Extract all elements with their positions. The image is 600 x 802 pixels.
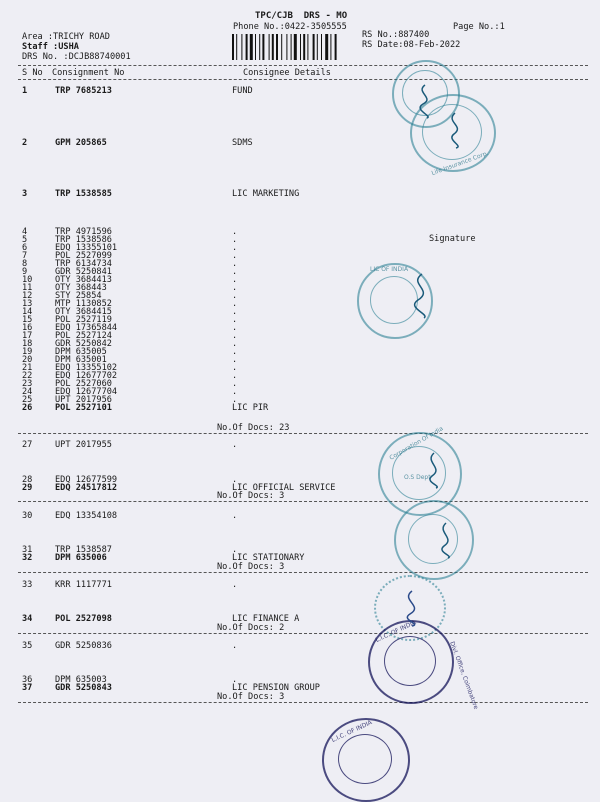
row-consignee: . bbox=[232, 641, 238, 651]
row-sno: 19 bbox=[22, 347, 33, 357]
docs-total: No.Of Docs: 3 bbox=[217, 692, 285, 702]
signature-scribble bbox=[418, 450, 448, 490]
barcode-bar bbox=[259, 34, 260, 60]
phone-number: Phone No.:0422-3505555 bbox=[233, 22, 347, 32]
group-divider bbox=[18, 702, 588, 703]
barcode-bar bbox=[286, 34, 287, 60]
signature-scribble bbox=[405, 80, 445, 120]
row-consignee: LIC PENSION GROUP bbox=[232, 683, 320, 693]
docs-total: No.Of Docs: 23 bbox=[217, 423, 290, 433]
row-consignee: . bbox=[232, 299, 238, 309]
row-consignee: . bbox=[232, 243, 238, 253]
group-divider bbox=[18, 633, 588, 634]
row-sno: 37 bbox=[22, 683, 33, 693]
row-consignee: . bbox=[232, 475, 238, 485]
signature-scribble bbox=[440, 110, 470, 150]
barcode-bar bbox=[276, 34, 278, 60]
row-consignment: DPM 635003 bbox=[55, 675, 107, 685]
rs-date: RS Date:08-Feb-2022 bbox=[362, 40, 461, 50]
row-consignee: . bbox=[232, 323, 238, 333]
group-divider bbox=[18, 572, 588, 573]
row-sno: 10 bbox=[22, 275, 33, 285]
row-consignment: EDQ 12677599 bbox=[55, 475, 118, 485]
row-consignee: . bbox=[232, 251, 238, 261]
barcode-bar bbox=[335, 34, 337, 60]
row-sno: 16 bbox=[22, 323, 33, 333]
row-sno: 13 bbox=[22, 299, 33, 309]
docs-total: No.Of Docs: 3 bbox=[217, 562, 285, 572]
row-consignment: TRP 1538585 bbox=[55, 189, 112, 199]
barcode-bar bbox=[255, 34, 256, 60]
row-consignment: POL 2527098 bbox=[55, 614, 112, 624]
row-sno: 14 bbox=[22, 307, 33, 317]
row-consignee: . bbox=[232, 363, 238, 373]
row-consignment: POL 2527119 bbox=[55, 315, 112, 325]
row-consignee: . bbox=[232, 267, 238, 277]
row-consignee: . bbox=[232, 339, 238, 349]
page-number: Page No.:1 bbox=[453, 22, 505, 32]
barcode-bar bbox=[321, 34, 322, 60]
row-sno: 4 bbox=[22, 227, 28, 237]
barcode-bar bbox=[236, 34, 237, 60]
row-consignee: . bbox=[232, 440, 238, 450]
row-sno: 34 bbox=[22, 614, 33, 624]
row-consignee: LIC PIR bbox=[232, 403, 269, 413]
signature-scribble bbox=[430, 520, 460, 560]
row-consignment: EDQ 13354108 bbox=[55, 511, 118, 521]
barcode-bar bbox=[294, 34, 297, 60]
row-consignee: . bbox=[232, 227, 238, 237]
row-consignment: EDQ 12677704 bbox=[55, 387, 118, 397]
row-sno: 20 bbox=[22, 355, 33, 365]
row-consignee: LIC STATIONARY bbox=[232, 553, 305, 563]
row-consignment: OTY 3684413 bbox=[55, 275, 112, 285]
row-consignment: OTY 3684415 bbox=[55, 307, 112, 317]
drs-number: DRS No. :DCJB88740001 bbox=[22, 52, 131, 62]
stamp-text: O.S Dept bbox=[404, 474, 431, 481]
row-sno: 3 bbox=[22, 189, 28, 199]
row-consignee: . bbox=[232, 371, 238, 381]
row-sno: 12 bbox=[22, 291, 33, 301]
row-sno: 31 bbox=[22, 545, 33, 555]
row-consignment: GPM 205865 bbox=[55, 138, 107, 148]
row-consignment: GDR 5250836 bbox=[55, 641, 112, 651]
row-consignment: GDR 5250843 bbox=[55, 683, 112, 693]
barcode-bar bbox=[232, 34, 234, 60]
row-sno: 35 bbox=[22, 641, 33, 651]
barcode-bar bbox=[246, 34, 248, 60]
column-divider bbox=[18, 79, 588, 80]
row-consignment: GDR 5250841 bbox=[55, 267, 112, 277]
signature-scribble bbox=[400, 270, 440, 320]
row-sno: 15 bbox=[22, 315, 33, 325]
row-sno: 26 bbox=[22, 403, 33, 413]
row-consignment: STY 25854 bbox=[55, 291, 102, 301]
barcode-bar bbox=[269, 34, 270, 60]
row-consignee: . bbox=[232, 331, 238, 341]
barcode-bar bbox=[241, 34, 242, 60]
row-sno: 32 bbox=[22, 553, 33, 563]
row-consignee: . bbox=[232, 235, 238, 245]
row-sno: 17 bbox=[22, 331, 33, 341]
docs-total: No.Of Docs: 3 bbox=[217, 491, 285, 501]
signature-scribble bbox=[396, 588, 426, 628]
row-sno: 33 bbox=[22, 580, 33, 590]
stamp-text: LIC OF INDIA bbox=[370, 266, 409, 273]
col-consignee: Consignee Details bbox=[243, 68, 331, 78]
row-sno: 23 bbox=[22, 379, 33, 389]
row-consignment: KRR 1117771 bbox=[55, 580, 112, 590]
row-consignee: . bbox=[232, 387, 238, 397]
barcode-bar bbox=[281, 34, 282, 60]
header-divider bbox=[18, 65, 588, 66]
row-sno: 18 bbox=[22, 339, 33, 349]
row-consignee: LIC MARKETING bbox=[232, 189, 300, 199]
row-consignee: . bbox=[232, 675, 238, 685]
barcode bbox=[230, 34, 354, 60]
row-consignment: TRP 4971596 bbox=[55, 227, 112, 237]
row-consignment: POL 2527101 bbox=[55, 403, 112, 413]
stamp-seal-dark-inner bbox=[384, 636, 436, 686]
barcode-bar bbox=[307, 34, 308, 60]
barcode-bar bbox=[300, 34, 301, 60]
barcode-bar bbox=[291, 34, 292, 60]
row-consignee: . bbox=[232, 395, 238, 405]
row-consignment: DPM 635006 bbox=[55, 553, 107, 563]
row-consignment: DPM 635005 bbox=[55, 347, 107, 357]
row-sno: 27 bbox=[22, 440, 33, 450]
row-consignment: POL 2527060 bbox=[55, 379, 112, 389]
row-consignment: GDR 5250842 bbox=[55, 339, 112, 349]
docs-total: No.Of Docs: 2 bbox=[217, 623, 285, 633]
row-sno: 24 bbox=[22, 387, 33, 397]
row-consignment: EDQ 12677702 bbox=[55, 371, 118, 381]
rs-number: RS No.:887400 bbox=[362, 30, 430, 40]
group-divider bbox=[18, 501, 588, 502]
row-sno: 5 bbox=[22, 235, 28, 245]
row-sno: 30 bbox=[22, 511, 33, 521]
staff-label: Staff :USHA bbox=[22, 42, 79, 52]
row-sno: 8 bbox=[22, 259, 28, 269]
row-consignee: . bbox=[232, 307, 238, 317]
row-consignment: TRP 6134734 bbox=[55, 259, 112, 269]
report-title: TPC/CJB DRS - MO bbox=[255, 11, 348, 21]
group-divider bbox=[18, 433, 588, 434]
row-consignee: . bbox=[232, 275, 238, 285]
col-consignment: Consignment No bbox=[52, 68, 125, 78]
col-signature: Signature bbox=[429, 234, 476, 244]
stamp-seal-dark-inner bbox=[338, 734, 392, 784]
barcode-bar bbox=[317, 34, 318, 60]
barcode-bar bbox=[325, 34, 328, 60]
area-label: Area :TRICHY ROAD bbox=[22, 32, 110, 42]
row-consignee: LIC FINANCE A bbox=[232, 614, 300, 624]
row-consignee: . bbox=[232, 347, 238, 357]
row-consignee: . bbox=[232, 291, 238, 301]
stamp-text: Corporation Of India bbox=[388, 425, 445, 462]
barcode-bar bbox=[272, 34, 274, 60]
row-consignee: SDMS bbox=[232, 138, 253, 148]
row-consignee: . bbox=[232, 315, 238, 325]
stamp-text: Life Insurance Corp. bbox=[430, 149, 490, 178]
row-consignment: EDQ 17365844 bbox=[55, 323, 118, 333]
row-consignment: EDQ 13355101 bbox=[55, 243, 118, 253]
row-sno: 1 bbox=[22, 86, 28, 96]
stamp-text: L.I.C. OF INDIA bbox=[374, 619, 418, 644]
row-consignee: . bbox=[232, 545, 238, 555]
row-consignment: TRP 1538587 bbox=[55, 545, 112, 555]
row-consignment: UPT 2017955 bbox=[55, 440, 112, 450]
row-sno: 7 bbox=[22, 251, 28, 261]
row-consignee: . bbox=[232, 511, 238, 521]
barcode-bar bbox=[262, 34, 264, 60]
row-consignment: TRP 1538586 bbox=[55, 235, 112, 245]
row-consignment: OTY 368443 bbox=[55, 283, 107, 293]
barcode-bar bbox=[313, 34, 315, 60]
row-sno: 2 bbox=[22, 138, 28, 148]
row-consignee: . bbox=[232, 580, 238, 590]
row-consignee: FUND bbox=[232, 86, 253, 96]
row-consignee: . bbox=[232, 283, 238, 293]
row-sno: 29 bbox=[22, 483, 33, 493]
col-sno: S No bbox=[22, 68, 43, 78]
row-consignment: EDQ 24517812 bbox=[55, 483, 118, 493]
row-sno: 6 bbox=[22, 243, 28, 253]
row-consignment: DPM 635001 bbox=[55, 355, 107, 365]
row-sno: 25 bbox=[22, 395, 33, 405]
row-consignee: . bbox=[232, 259, 238, 269]
row-sno: 21 bbox=[22, 363, 33, 373]
barcode-bar bbox=[303, 34, 305, 60]
barcode-bar bbox=[330, 34, 331, 60]
stamp-text: Divl. Office, Coimbatore bbox=[448, 640, 480, 711]
row-consignee: LIC OFFICIAL SERVICE bbox=[232, 483, 336, 493]
row-consignee: . bbox=[232, 355, 238, 365]
stamp-text: L.I.C. OF INDIA bbox=[330, 719, 374, 744]
row-consignment: EDQ 13355102 bbox=[55, 363, 118, 373]
row-sno: 28 bbox=[22, 475, 33, 485]
row-consignment: POL 2527099 bbox=[55, 251, 112, 261]
row-sno: 36 bbox=[22, 675, 33, 685]
row-consignee: . bbox=[232, 379, 238, 389]
barcode-bar bbox=[250, 34, 253, 60]
row-consignment: POL 2527124 bbox=[55, 331, 112, 341]
row-sno: 9 bbox=[22, 267, 28, 277]
row-consignment: TRP 7685213 bbox=[55, 86, 112, 96]
row-sno: 22 bbox=[22, 371, 33, 381]
row-sno: 11 bbox=[22, 283, 33, 293]
row-consignment: MTP 1130852 bbox=[55, 299, 112, 309]
row-consignment: UPT 2017956 bbox=[55, 395, 112, 405]
